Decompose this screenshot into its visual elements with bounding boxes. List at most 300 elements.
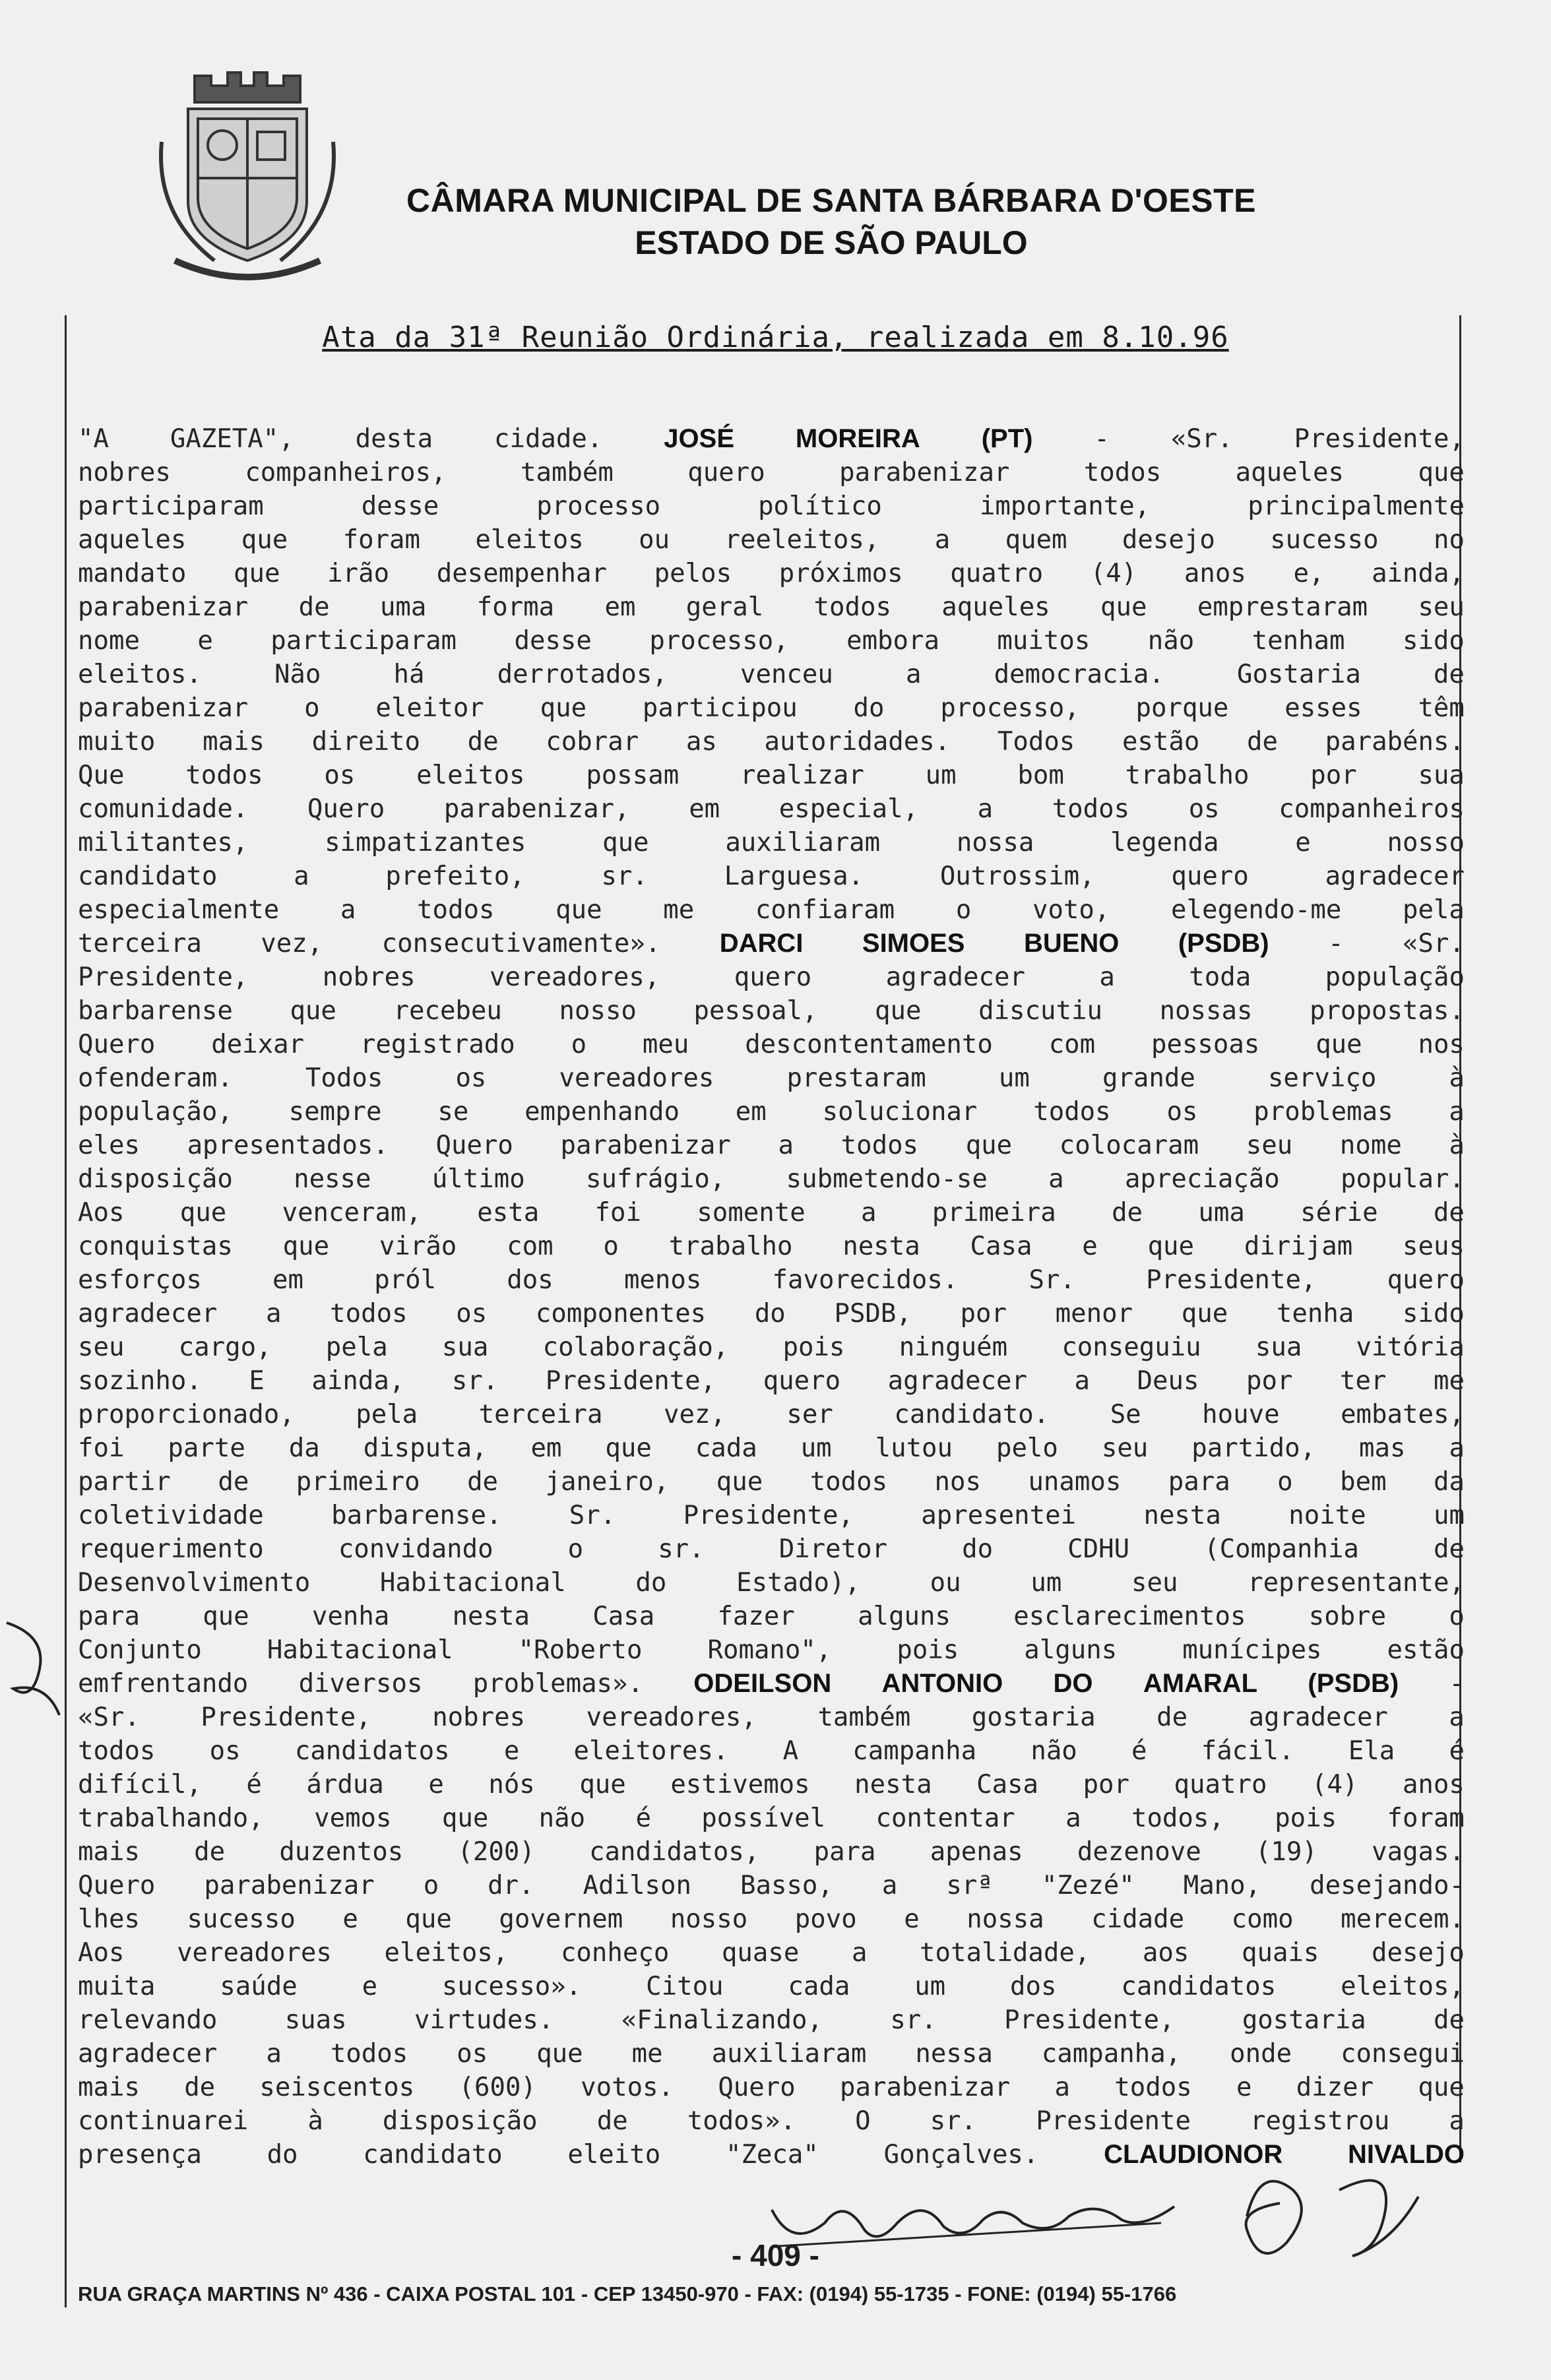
- word: todos: [809, 1467, 888, 1497]
- word: os: [324, 761, 356, 790]
- text-line: [78, 1331, 1465, 1364]
- word: foi: [594, 1198, 641, 1228]
- word: possível: [701, 1803, 826, 1833]
- word: «Sr.: [78, 1703, 140, 1732]
- word: auxiliaram: [725, 828, 881, 858]
- word: em: [272, 1265, 303, 1295]
- word: nome: [1339, 1131, 1402, 1160]
- word: primeiro: [296, 1467, 420, 1497]
- word: vereadores: [177, 1938, 332, 1968]
- word: GAZETA",: [170, 424, 294, 454]
- word: apenas: [930, 1837, 1023, 1867]
- word: mas: [1359, 1433, 1406, 1463]
- word: Não: [274, 660, 321, 689]
- word: me: [1434, 1366, 1465, 1396]
- text-line: [78, 2071, 1465, 2104]
- word: do: [853, 693, 885, 723]
- text-line: [78, 927, 1465, 960]
- word: sempre: [288, 1097, 382, 1127]
- word: vitória: [1356, 1332, 1465, 1362]
- text-line: [78, 1196, 1465, 1230]
- word: gostaria: [1242, 2005, 1366, 2035]
- word: com: [1048, 1030, 1096, 1059]
- left-margin-rule: [65, 315, 67, 2307]
- word: popular.: [1341, 1164, 1465, 1194]
- word: não: [1147, 626, 1195, 656]
- letterhead-footer: RUA GRAÇA MARTINS Nº 436 - CAIXA POSTAL 101 - CEP 13450-970 - FAX: (0194) 55-1735 - FONE: (0194) 55-1766: [78, 2282, 1177, 2305]
- word: aqueles: [78, 525, 187, 555]
- word: em: [604, 592, 636, 622]
- word: alguns: [858, 1602, 951, 1631]
- word: de: [1247, 727, 1278, 757]
- word: desse: [514, 626, 592, 656]
- word: e: [362, 1972, 378, 2001]
- minutes-body: [78, 422, 1465, 2172]
- text-line: [78, 960, 1465, 994]
- word: trabalhando,: [78, 1803, 264, 1833]
- text-line: [78, 1263, 1465, 1297]
- word: possam: [586, 761, 680, 790]
- word: seu: [1246, 1131, 1293, 1160]
- word: (4): [1090, 559, 1137, 588]
- word: Desenvolvimento: [78, 1568, 311, 1598]
- speaker-name-word: (PSDB): [1308, 1669, 1399, 1698]
- word: do: [754, 1299, 786, 1329]
- word: ou: [639, 525, 670, 555]
- word: à: [1449, 1063, 1465, 1093]
- word: a: [1065, 1803, 1081, 1833]
- word: foram: [1387, 1803, 1465, 1833]
- word: forma: [476, 592, 555, 622]
- word: de: [194, 1837, 226, 1867]
- word: a: [934, 525, 951, 555]
- speaker-name-word: DARCI: [719, 929, 804, 958]
- word: coletividade: [78, 1501, 264, 1530]
- text-line: [78, 1162, 1465, 1196]
- word: pela: [356, 1400, 418, 1429]
- text-line: [78, 1230, 1465, 1263]
- word: o: [567, 1534, 584, 1564]
- word: sr.: [451, 1366, 499, 1396]
- word: apresentados.: [187, 1131, 389, 1160]
- text-line: [78, 1768, 1465, 1801]
- word: sucesso: [1270, 525, 1379, 555]
- word: direito: [311, 727, 421, 757]
- municipal-coat-of-arms-icon: [148, 63, 346, 300]
- word: que: [405, 1904, 452, 1934]
- word: em: [689, 794, 720, 824]
- word: solucionar: [822, 1097, 978, 1127]
- word: foi: [78, 1433, 125, 1463]
- word: todos: [330, 2039, 408, 2069]
- word: esses: [1284, 693, 1362, 723]
- word: nesta: [842, 1232, 920, 1261]
- word: muita: [78, 1972, 156, 2001]
- word: à: [1449, 1131, 1465, 1160]
- word: suas: [284, 2005, 347, 2035]
- word: um: [998, 1063, 1030, 1093]
- text-line: [78, 860, 1465, 893]
- word: apresentei: [921, 1501, 1077, 1530]
- word: vemos: [314, 1803, 392, 1833]
- word: principalmente: [1248, 491, 1465, 521]
- word: que: [290, 996, 336, 1026]
- word: "A: [78, 424, 109, 454]
- word: quatro: [1174, 1770, 1267, 1800]
- word: legenda: [1110, 828, 1219, 858]
- word: desempenhar: [436, 559, 607, 588]
- word: (19): [1255, 1837, 1317, 1867]
- word: Casa: [970, 1232, 1032, 1261]
- word: a: [1099, 962, 1115, 992]
- word: vereadores,: [586, 1703, 757, 1732]
- word: Que: [78, 761, 125, 790]
- word: a: [1449, 1097, 1465, 1127]
- word: simpatizantes: [325, 828, 526, 858]
- text-line: [78, 1129, 1465, 1162]
- text-line: [78, 826, 1465, 860]
- text-line: [78, 456, 1465, 489]
- word: aqueles: [1235, 458, 1345, 487]
- word: Quero: [435, 1131, 513, 1160]
- word: Sr.: [569, 1501, 616, 1530]
- word: apreciação: [1124, 1164, 1280, 1194]
- word: não: [538, 1803, 586, 1833]
- word: Larguesa.: [724, 861, 864, 891]
- word: desejando-: [1310, 1871, 1465, 1900]
- word: sufrágio,: [586, 1164, 726, 1194]
- word: vereadores,: [490, 962, 660, 992]
- word: parabenizar: [78, 693, 249, 723]
- word: desejo: [1122, 525, 1215, 555]
- word: que: [1315, 1030, 1362, 1059]
- word: cobrar: [546, 727, 639, 757]
- word: cidade: [1091, 1904, 1185, 1934]
- word: sua: [1418, 761, 1465, 790]
- word: nos: [934, 1467, 981, 1497]
- word: por: [1083, 1770, 1130, 1800]
- word: ser: [786, 1400, 833, 1429]
- word: é: [1131, 1736, 1147, 1766]
- word: em: [735, 1097, 767, 1127]
- word: pois: [1275, 1803, 1337, 1833]
- word: de: [1434, 2005, 1465, 2035]
- word: de: [467, 1467, 499, 1497]
- word: série: [1300, 1198, 1378, 1228]
- text-line: [78, 2104, 1465, 2138]
- word: diversos: [298, 1669, 423, 1699]
- word: pela: [1402, 895, 1465, 925]
- text-line: [78, 691, 1465, 725]
- word: somente: [697, 1198, 806, 1228]
- word: a: [1449, 1433, 1465, 1463]
- word: "Zeca": [725, 2140, 819, 2170]
- word: venha: [311, 1602, 390, 1631]
- text-line: [78, 1061, 1465, 1095]
- word: parte: [168, 1433, 245, 1463]
- word: nobres: [432, 1703, 526, 1732]
- word: contentar: [875, 1803, 1015, 1833]
- text-line: [78, 1734, 1465, 1768]
- word: Gostaria: [1236, 660, 1361, 689]
- word: esforços: [78, 1265, 202, 1295]
- word: sucesso: [187, 1904, 296, 1934]
- text-line: [78, 1835, 1465, 1869]
- word: campanha: [852, 1736, 977, 1766]
- word: relevando: [78, 2005, 218, 2035]
- word: pról: [374, 1265, 437, 1295]
- text-line: [78, 590, 1465, 624]
- text-line: [78, 1028, 1465, 1061]
- word: nesse: [294, 1164, 371, 1194]
- word: nobres: [78, 458, 171, 487]
- word: seu: [1131, 1568, 1178, 1598]
- word: todos: [330, 1299, 408, 1329]
- word: recebeu: [393, 996, 502, 1026]
- word: população: [1325, 962, 1465, 992]
- word: aos: [1142, 1938, 1189, 1968]
- word: e: [428, 1770, 444, 1800]
- word: autoridades.: [764, 727, 951, 757]
- text-line: [78, 1936, 1465, 1970]
- word: os: [1166, 1097, 1198, 1127]
- word: emprestaram: [1197, 592, 1368, 622]
- word: mandato: [78, 559, 187, 588]
- word: que: [282, 1232, 330, 1261]
- word: Presidente,: [1004, 2005, 1175, 2035]
- word: disposição: [382, 2106, 538, 2136]
- speaker-name-word: (PT): [981, 424, 1033, 453]
- word: também: [817, 1703, 911, 1732]
- word: unamos: [1028, 1467, 1122, 1497]
- word: especial,: [778, 794, 919, 824]
- word: que: [441, 1803, 489, 1833]
- word: é: [1449, 1736, 1465, 1766]
- word: «Finalizando,: [621, 2005, 823, 2035]
- word: de: [1112, 1198, 1143, 1228]
- word: munícipes: [1182, 1635, 1322, 1665]
- word: todos: [1033, 1097, 1111, 1127]
- word: registrado: [360, 1030, 515, 1059]
- word: nesta: [1143, 1501, 1221, 1530]
- word: processo,: [940, 693, 1080, 723]
- speaker-name-word: AMARAL: [1143, 1669, 1258, 1698]
- word: continuarei: [78, 2106, 249, 2136]
- word: mais: [78, 1837, 140, 1867]
- word: comunidade.: [78, 794, 249, 824]
- word: candidato: [363, 2140, 503, 2170]
- word: voto,: [1032, 895, 1110, 925]
- word: registrou: [1250, 2106, 1390, 2136]
- word: nesta: [854, 1770, 932, 1800]
- word: anos: [1402, 1770, 1465, 1800]
- text-line: [78, 557, 1465, 590]
- word: Ela: [1348, 1736, 1395, 1766]
- word: eleitos: [416, 761, 525, 790]
- word: para: [1168, 1467, 1230, 1497]
- text-line: [78, 523, 1465, 557]
- word: de: [1433, 1198, 1465, 1228]
- word: todos: [1114, 2073, 1192, 2102]
- word: no: [1433, 525, 1465, 555]
- word: militantes,: [78, 828, 249, 858]
- word: totalidade,: [920, 1938, 1091, 1968]
- word: quero: [734, 962, 812, 992]
- margin-initials: [0, 1610, 66, 1728]
- word: alguns: [1024, 1635, 1118, 1665]
- word: prefeito,: [385, 861, 525, 891]
- word: parabenizar,: [443, 794, 630, 824]
- word: O: [855, 2106, 871, 2136]
- word: que: [234, 559, 280, 588]
- word: da: [288, 1433, 320, 1463]
- word: toda: [1189, 962, 1251, 992]
- word: janeiro,: [545, 1467, 670, 1497]
- word: um: [1434, 1501, 1465, 1530]
- word: governem: [499, 1904, 623, 1934]
- word: para: [813, 1837, 876, 1867]
- minutes-title: Ata da 31ª Reunião Ordinária, realizada em 8.10.96: [322, 321, 1229, 354]
- word: seu: [78, 1332, 125, 1362]
- word: por: [1246, 1366, 1293, 1396]
- word: nesta: [452, 1602, 530, 1631]
- word: agradecer: [78, 2039, 218, 2069]
- word: candidatos: [294, 1736, 450, 1766]
- word: o: [571, 1030, 587, 1059]
- word: para: [78, 1602, 140, 1631]
- word: partir: [78, 1467, 171, 1497]
- word: Habitacional: [379, 1568, 566, 1598]
- word: agradecer: [885, 962, 1025, 992]
- word: parabenizar: [839, 458, 1010, 487]
- word: que: [179, 1198, 227, 1228]
- word: nessa: [915, 2039, 993, 2069]
- word: companheiros,: [245, 458, 447, 487]
- word: que: [555, 895, 602, 925]
- word: pela: [325, 1332, 388, 1362]
- word: a: [861, 1198, 877, 1228]
- word: do: [962, 1534, 994, 1564]
- word: cidade.: [493, 424, 603, 454]
- word: sido: [1402, 626, 1465, 656]
- word: esclarecimentos: [1013, 1602, 1246, 1631]
- page-number: - 409 -: [732, 2238, 819, 2272]
- word: próximos: [778, 559, 903, 588]
- word: (600): [459, 2073, 536, 2102]
- word: serviço: [1267, 1063, 1377, 1093]
- word: o: [1449, 1602, 1465, 1631]
- word: sr.: [658, 1534, 705, 1564]
- word: que: [1418, 458, 1465, 487]
- word: nosso: [670, 1904, 748, 1934]
- word: sua: [1255, 1332, 1302, 1362]
- word: Todos: [997, 727, 1075, 757]
- word: desse: [361, 491, 439, 521]
- word: por: [1310, 761, 1357, 790]
- word: Presidente: [1036, 2106, 1191, 2136]
- word: Estado),: [736, 1568, 860, 1598]
- word: bem: [1340, 1467, 1387, 1497]
- word: parabéns.: [1325, 727, 1465, 757]
- word: que: [241, 525, 288, 555]
- word: porque: [1135, 693, 1229, 723]
- word: terceira: [478, 1400, 603, 1429]
- word: fácil.: [1201, 1736, 1294, 1766]
- word: Presidente,: [1146, 1265, 1317, 1295]
- word: pessoas: [1151, 1030, 1260, 1059]
- word: muito: [78, 727, 156, 757]
- word: descontentamento: [745, 1030, 993, 1059]
- institution-name: CÂMARA MUNICIPAL DE SANTA BÁRBARA D'OESTE: [406, 182, 1256, 219]
- word: que: [540, 693, 587, 723]
- speaker-name-word: (PSDB): [1178, 929, 1269, 958]
- word: é: [635, 1803, 651, 1833]
- word: político: [758, 491, 882, 521]
- text-line: [78, 1600, 1465, 1633]
- word: trabalho: [1125, 761, 1250, 790]
- word: que: [602, 828, 649, 858]
- text-line: [78, 759, 1465, 792]
- word: a: [294, 861, 309, 891]
- word: sr.: [601, 861, 648, 891]
- word: a: [1048, 1164, 1064, 1194]
- word: foram: [342, 525, 421, 555]
- word: parabenizar: [560, 1131, 731, 1160]
- word: nome: [78, 626, 140, 656]
- word: gostaria: [971, 1703, 1096, 1732]
- word: é: [246, 1770, 262, 1800]
- word: merecem.: [1341, 1904, 1465, 1934]
- word: quero: [687, 458, 765, 487]
- word: reeleitos,: [724, 525, 880, 555]
- word: E: [249, 1366, 265, 1396]
- word: Adilson: [583, 1871, 691, 1900]
- word: todos: [78, 1736, 156, 1766]
- word: propostas.: [1310, 996, 1465, 1026]
- word: quero: [1387, 1265, 1465, 1295]
- word: problemas».: [472, 1669, 643, 1699]
- word: pessoal,: [693, 996, 818, 1026]
- word: todos: [840, 1131, 919, 1160]
- word: e,: [1293, 559, 1325, 588]
- word: todos: [1083, 458, 1162, 487]
- word: derrotados,: [497, 660, 668, 689]
- word: nós: [488, 1770, 535, 1800]
- word: elegendo-me: [1171, 895, 1342, 925]
- word: saúde: [220, 1972, 298, 2001]
- word: o: [423, 1871, 439, 1900]
- word: todos: [185, 761, 263, 790]
- word: duzentos: [279, 1837, 404, 1867]
- word: primeira: [932, 1198, 1056, 1228]
- word: lutou: [875, 1433, 953, 1463]
- word: confiaram: [755, 895, 895, 925]
- word: em: [530, 1433, 562, 1463]
- text-line: [78, 1095, 1465, 1129]
- word: barbarense: [78, 996, 233, 1026]
- word: quase: [721, 1938, 800, 1968]
- speaker-name-word: SIMOES: [862, 929, 965, 958]
- speaker-name-word: JOSÉ: [664, 424, 734, 453]
- word: deixar: [211, 1030, 305, 1059]
- word: candidatos: [1121, 1972, 1277, 2001]
- word: também: [520, 458, 614, 487]
- word: população,: [78, 1097, 233, 1127]
- word: campanha,: [1041, 2039, 1182, 2069]
- word: parabenizar: [78, 592, 249, 622]
- word: e: [342, 1904, 358, 1934]
- word: de: [184, 2073, 216, 2102]
